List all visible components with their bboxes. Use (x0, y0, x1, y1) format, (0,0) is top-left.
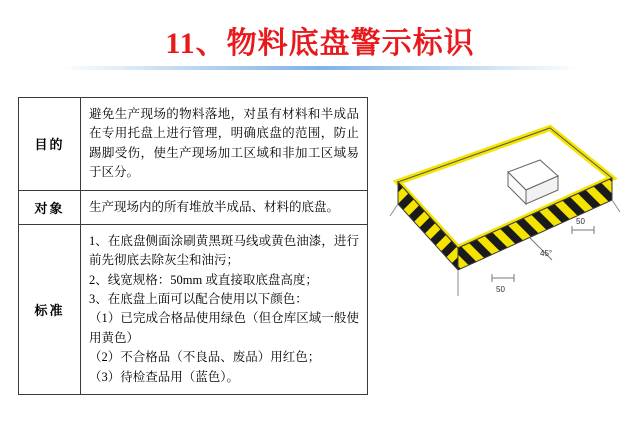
table-row (19, 98, 367, 191)
standard-line-5: （2）不合格品（不良品、废品）用红色； (89, 350, 321, 365)
floor-line-right (612, 200, 620, 212)
row-label-standard: 标准 (19, 225, 81, 394)
illustration (380, 120, 630, 350)
standard-line-4: （1）已完成合格品使用绿色（但仓库区域一般使用黄色） (89, 311, 359, 345)
page-title: 11、物料底盘警示标识 (165, 27, 475, 60)
floor-line-left (390, 204, 398, 216)
row-label-object: 对象 (19, 191, 81, 224)
width-label-bottom: 50 (496, 285, 505, 294)
standard-line-2: 2、线宽规格：50mm 或直接取底盘高度； (89, 272, 318, 287)
standard-line-6: （3）待检查品用（蓝色）。 (89, 369, 240, 384)
standard-line-1: 1、在底盘侧面涂刷黄黑斑马线或黄色油漆，进行前先彻底去除灰尘和油污； (89, 233, 359, 268)
title-divider (60, 66, 580, 70)
table-row (19, 191, 367, 225)
standard-line-3: 3、在底盘上面可以配合使用以下颜色： (89, 292, 308, 306)
width-label-top: 50 (576, 217, 585, 226)
row-text-object: 生产现场内的所有堆放半成品、材料的底盘。 (89, 199, 340, 214)
angle-label: 45° (540, 249, 553, 258)
row-label-purpose: 目的 (19, 98, 81, 190)
table-row (19, 225, 367, 394)
spec-table (18, 97, 368, 395)
row-text-standard (81, 225, 367, 394)
pallet-diagram-svg (380, 120, 630, 350)
row-text-purpose: 避免生产现场的物料落地，对虽有材料和半成品在专用托盘上进行管理，明确底盘的范围，防止踢脚受伤，使生产现场加工区域和非加工区域易于区分。 (89, 107, 359, 180)
